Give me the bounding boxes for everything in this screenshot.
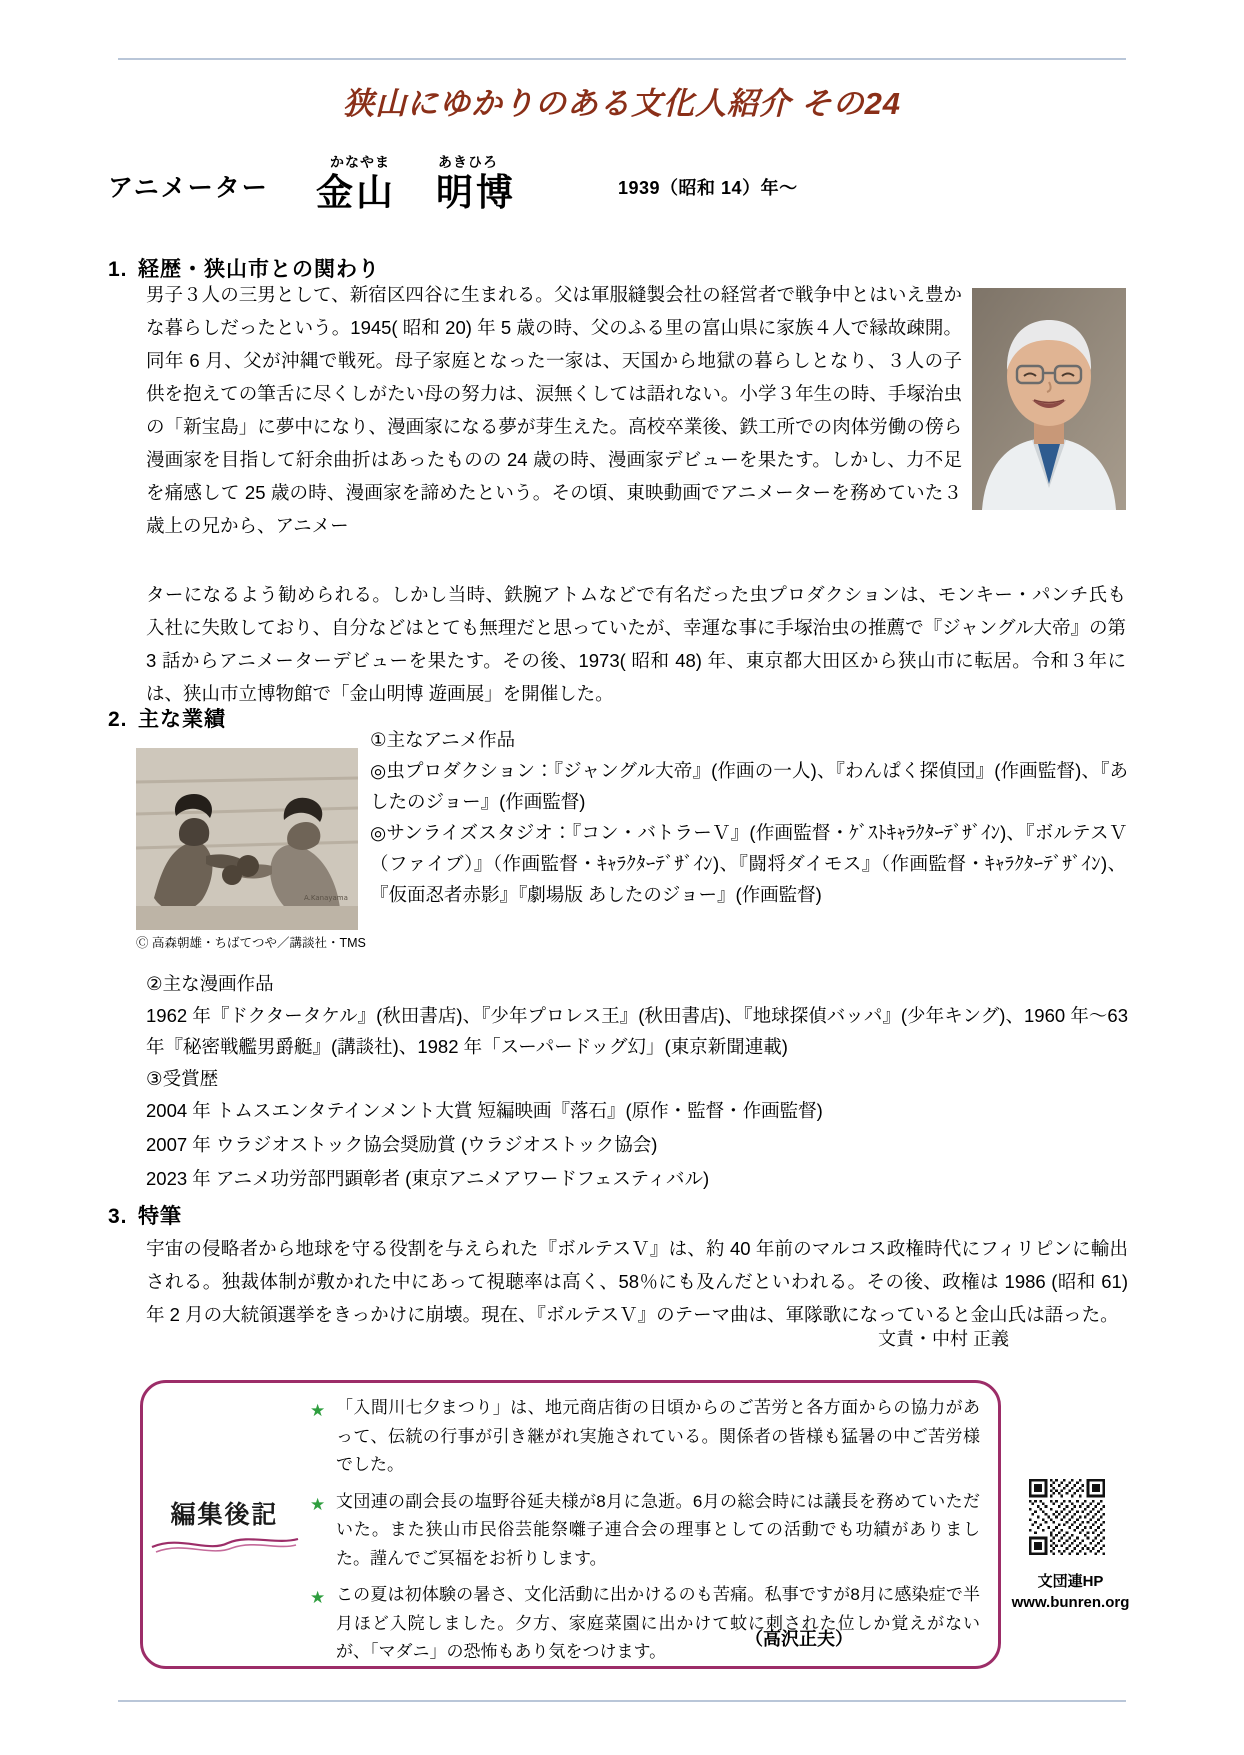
- qr-code-icon: [1029, 1479, 1105, 1555]
- author-credit: 文責・中村 正義: [878, 1329, 1010, 1349]
- top-divider: [118, 58, 1126, 60]
- editorial-note-list: [310, 1394, 980, 1675]
- editorial-note-item: [310, 1488, 980, 1574]
- person-name: 金山 明博: [316, 172, 516, 213]
- person-name-ruby: [316, 152, 596, 172]
- special-paragraph: 宇宙の侵略者から地球を守る役割を与えられた『ボルテスＶ』は、約 40 年前のマルコス政権時代にフィリピンに輸出される。独裁体制が敷かれた中にあって視聴率は高く、58％にも及んだといわれる。その後、政権は 1986 (昭和 61) 年 2 月の大統領選挙をきっかけに崩壊。現在、『ボルテスＶ』のテーマ曲は、軍隊歌になっていると金山氏は語った。: [146, 1238, 1128, 1325]
- editorial-note-text: この夏は初体験の暑さ、文化活動に出かけるのも苦痛。私事ですが8月に感染症で半月ほど入院しました。夕方、家庭菜園に出かけて蚊に刺された位しか覚えがないが、「マダニ」の恐怖もあり気をつけます。: [336, 1585, 980, 1661]
- person-birth-year: 1939（昭和 14）年～: [618, 178, 798, 198]
- person-role: アニメーター: [108, 174, 269, 202]
- hp-label-text: 文団連HP: [1037, 1573, 1104, 1590]
- person-name-block: [316, 152, 596, 214]
- ruby-givenname: あきひろ: [438, 154, 498, 170]
- manga-works-heading: ②主な漫画作品: [146, 973, 274, 994]
- bottom-divider: [118, 1700, 1126, 1702]
- editorial-note-item: [310, 1581, 980, 1667]
- award-item-1: 2004 年 トムスエンタテインメント大賞 短編映画『落石』(原作・監督・作画監督): [146, 1100, 823, 1121]
- section-number-1: 1.: [108, 258, 128, 281]
- manga-artwork: [136, 748, 358, 930]
- boxing-illustration: [136, 748, 358, 930]
- hp-url-text: www.bunren.org: [1011, 1594, 1130, 1611]
- editorial-note-item: [310, 1394, 980, 1480]
- award-item-2: 2007 年 ウラジオストック協会奨励賞 (ウラジオストック協会): [146, 1134, 658, 1155]
- section-heading-3: [108, 1200, 182, 1230]
- star-icon: ★: [310, 1588, 326, 1607]
- svg-text:A.Kanayama: A.Kanayama: [304, 894, 348, 902]
- bio-paragraph-2: ターになるよう勧められる。しかし当時、鉄腕アトムなどで有名だった虫プロダクションは、モンキー・パンチ氏も入社に失敗しており、自分などはとても無理だと思っていたが、幸運な事に手塚治虫の推薦で『ジャングル大帝』の第 3 話からアニメーターデビューを果たす。その後、1973( 昭和 48) 年、東京都大田区から狭山市に転居。令和３年には、狭山市立博物館で「金山明博 遊画展」を開催した。: [146, 584, 1126, 704]
- anime-works-line-2: ◎サンライズスタジオ：『コン・バトラーＶ』(作画監督・ｹﾞｽﾄｷｬﾗｸﾀｰﾃﾞｻﾞｲﾝ)、『ボルテスＶ（ファイブ）』（作画監督・ｷｬﾗｸﾀｰﾃﾞｻﾞｲﾝ)、『闘将ダイモス』（作画監督・ｷｬﾗｸﾀｰﾃﾞｻﾞｲﾝ)、『仮面忍者赤影』『劇場版 あしたのジョー』(作画監督): [370, 822, 1128, 905]
- website-label: [1008, 1571, 1133, 1613]
- anime-works-line-1: ◎虫プロダクション：『ジャングル大帝』(作画の一人)、『わんぱく探偵団』(作画監督)、『あしたのジョー』(作画監督): [370, 760, 1128, 812]
- artwork-credit: Ⓒ 高森朝雄・ちばてつや／講談社・TMS: [136, 936, 366, 950]
- portrait-illustration: [972, 288, 1126, 510]
- editorial-signature: （高沢正夫）: [745, 1629, 853, 1649]
- editorial-note-text: 文団連の副会長の塩野谷延夫様が8月に急逝。6月の総会時には議長を務めていただいた。また狭山市民俗芸能祭囃子連合会の理事としての活動でも功績がありました。謹んでご冥福をお祈りします。: [336, 1491, 980, 1568]
- section-title-2: 主な業績: [138, 708, 226, 731]
- editorial-note-title: 編集後記: [170, 1501, 279, 1529]
- anime-works-heading: ①主なアニメ作品: [370, 729, 516, 750]
- section-heading-2: [108, 703, 226, 733]
- portrait-photo: [972, 288, 1126, 510]
- section-title-3: 特筆: [138, 1205, 182, 1228]
- page-headline: 狭山にゆかりのある文化人紹介 その24: [342, 86, 902, 121]
- awards-heading: ③受賞歴: [146, 1068, 219, 1089]
- star-icon: ★: [310, 1401, 326, 1420]
- star-icon: ★: [310, 1494, 326, 1514]
- swoosh-decoration: [150, 1533, 300, 1555]
- ruby-surname: かなやま: [330, 154, 390, 170]
- person-header: [108, 152, 1138, 213]
- section-title-1: 経歴・狭山市との関わり: [138, 258, 380, 281]
- award-item-3: 2023 年 アニメ功労部門顕彰者 (東京アニメアワードフェスティバル): [146, 1168, 710, 1189]
- section-number-2: 2.: [108, 708, 128, 731]
- manga-works-line: 1962 年『ドクタータケル』(秋田書店)、『少年プロレス王』(秋田書店)、『地球探偵バッパ』(少年キング)、1960 年～63年『秘密戦艦男爵艇』(講談社)、1982 年「スーパードッグ幻」(東京新聞連載): [146, 1005, 1128, 1057]
- editorial-note-text: 「入間川七夕まつり」は、地元商店街の日頃からのご苦労と各方面からの協力があって、伝統の行事が引き継がれ実施されている。関係者の皆様も猛暑の中ご苦労様でした。: [336, 1398, 980, 1474]
- bio-paragraph-1: 男子３人の三男として、新宿区四谷に生まれる。父は軍服縫製会社の経営者で戦争中とはいえ豊かな暮らしだったという。1945( 昭和 20) 年 5 歳の時、父のふる里の富山県に家族４人で縁故疎開。同年 6 月、父が沖縄で戦死。母子家庭となった一家は、天国から地獄の暮らしとなり、３人の子供を抱えての筆舌に尽くしがたい母の努力は、涙無くしては語れない。小学３年生の時、手塚治虫の「新宝島」に夢中になり、漫画家になる夢が芽生えた。高校卒業後、鉄工所での肉体労働の傍ら漫画家を目指して紆余曲折はあったものの 24 歳の時、漫画家デビューを果たす。しかし、力不足を痛感して 25 歳の時、漫画家を諦めたという。その頃、東映動画でアニメーターを務めていた３歳上の兄から、アニメー: [146, 284, 962, 536]
- section-number-3: 3.: [108, 1205, 128, 1228]
